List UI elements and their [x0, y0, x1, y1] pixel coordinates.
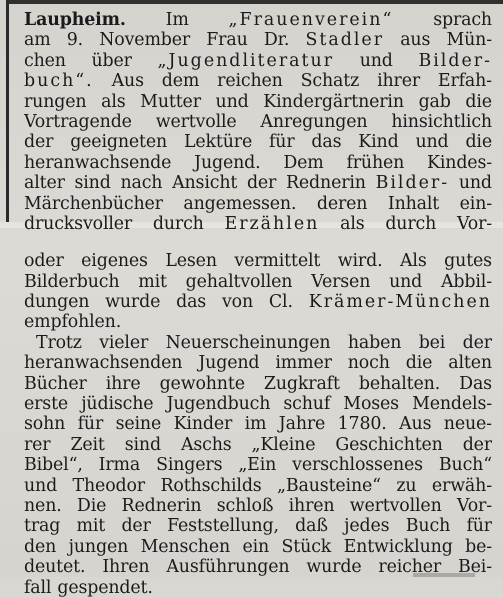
text-word: verschlossenes: [292, 455, 423, 476]
text-word: für: [268, 132, 295, 153]
text-line: [24, 30, 492, 50]
text-word: Bilder-: [418, 50, 492, 71]
text-word: hinsichtlich: [391, 111, 492, 132]
text-word: neue-: [443, 414, 492, 435]
text-word: buch“.: [24, 71, 94, 92]
text-word: aus: [400, 30, 431, 51]
text-word: Rednerin: [121, 495, 202, 516]
text-word: haben: [347, 332, 402, 353]
text-word: Geschichten: [335, 434, 443, 455]
text-word: die: [465, 132, 492, 153]
top-border-rule: [6, 0, 503, 4]
text-word: ihre: [105, 373, 141, 394]
text-word: oder: [24, 251, 64, 272]
text-word: und: [215, 91, 249, 112]
text-word: wertvollen: [349, 495, 442, 516]
text-word: durch: [152, 213, 204, 234]
text-word: Im: [165, 10, 189, 30]
text-word: der: [121, 516, 151, 537]
text-word: jüdische: [81, 394, 154, 415]
text-line: [24, 153, 492, 173]
text-word: Vor-: [456, 495, 492, 516]
text-word: Stück: [281, 536, 332, 557]
text-word: Versen: [311, 271, 371, 292]
text-word: Zugkraft: [263, 373, 340, 394]
text-line: [24, 394, 492, 414]
text-word: und: [359, 50, 393, 71]
text-word: Ihren: [102, 557, 150, 578]
text-line: [24, 92, 492, 112]
text-word: am: [24, 30, 51, 51]
text-word: Kinder: [173, 414, 233, 435]
text-word: Aschs: [180, 434, 232, 455]
text-word: Das: [459, 373, 492, 394]
text-line: [24, 112, 492, 132]
text-word: rungen: [24, 91, 87, 112]
text-word: ihrer: [377, 71, 420, 92]
text-word: dungen: [24, 292, 90, 313]
text-word: jungen: [68, 536, 129, 557]
text-word: gespendet.: [57, 577, 153, 598]
paragraph-1: [24, 10, 492, 234]
text-word: Cl.: [268, 292, 293, 313]
text-word: alter: [24, 173, 65, 194]
text-word: schloß: [216, 495, 274, 516]
text-word: gewohnte: [159, 373, 245, 394]
text-word: rer: [24, 434, 51, 455]
text-word: sind: [124, 434, 161, 455]
text-line: [24, 496, 492, 516]
text-word: Aus: [111, 71, 144, 92]
text-word: nach: [120, 173, 163, 194]
text-word: heranwachsenden: [24, 353, 183, 374]
text-word: Bücher: [24, 373, 87, 394]
text-word: Mutter: [140, 91, 201, 112]
text-line: [24, 414, 492, 434]
text-word: alten: [448, 353, 492, 374]
text-word: Entwicklung: [343, 536, 453, 557]
text-word: Mendels-: [412, 394, 492, 415]
text-word: Kind: [358, 132, 399, 153]
text-word: noch: [347, 353, 390, 374]
text-line: [24, 194, 492, 214]
dateline: Laupheim.: [24, 10, 126, 30]
text-word: und: [389, 271, 423, 292]
text-line: [24, 435, 492, 455]
text-word: Jugendbuch: [166, 394, 271, 415]
text-word: heranwachsende: [24, 152, 172, 173]
text-word: Rothschilds: [160, 475, 262, 496]
article-text: [24, 10, 492, 598]
text-word: die: [465, 91, 492, 112]
text-line: [24, 251, 492, 271]
text-line: [24, 537, 492, 557]
text-word: der: [462, 434, 492, 455]
text-word: Frau: [206, 30, 248, 51]
text-word: zu: [396, 475, 417, 496]
text-line: [24, 455, 492, 475]
text-word: bei: [418, 332, 446, 353]
text-line: [24, 292, 492, 312]
text-word: chen: [24, 50, 66, 71]
text-word: wird.: [337, 251, 383, 272]
text-word: deutet.: [24, 557, 86, 578]
text-word: reicher: [378, 557, 442, 578]
text-word: Dr.: [263, 30, 290, 51]
text-line: [24, 272, 492, 292]
text-word: „Jugendliteratur: [157, 50, 335, 71]
text-word: „Frauenverein“: [228, 10, 394, 30]
text-word: be-: [465, 536, 492, 557]
text-word: Anregungen: [260, 111, 368, 132]
text-word: geeigneten: [70, 132, 168, 153]
text-word: Rednerin: [285, 173, 366, 194]
text-word: Neuerscheinungen: [165, 332, 331, 353]
text-word: der: [462, 332, 492, 353]
text-word: immer: [275, 353, 332, 374]
paragraph-2: [24, 251, 492, 333]
text-line: [24, 173, 492, 193]
text-line: [24, 476, 492, 496]
text-word: Jahre: [278, 414, 326, 435]
text-word: Lesen: [165, 251, 217, 272]
text-word: Buch: [405, 516, 451, 537]
text-word: den: [24, 536, 57, 557]
text-word: Bilderbuch: [24, 271, 120, 292]
text-word: Aus: [399, 414, 432, 435]
text-word: Menschen: [140, 536, 231, 557]
paragraph-3: [24, 333, 492, 598]
text-word: 9.: [66, 30, 84, 51]
text-word: Buch“: [438, 455, 492, 476]
text-word: über: [91, 50, 132, 71]
text-line: [24, 132, 492, 152]
text-word: trag: [24, 516, 61, 537]
text-word: schuf: [283, 394, 331, 415]
text-word: gutes: [444, 251, 492, 272]
text-word: ihren: [288, 495, 335, 516]
text-word: angemessen.: [183, 193, 297, 214]
text-word: für: [466, 516, 492, 537]
text-line: [24, 374, 492, 394]
text-word: und: [24, 475, 58, 496]
seam-spacer: [24, 234, 492, 251]
text-word: Die: [76, 495, 107, 516]
text-word: Erfah-: [437, 71, 492, 92]
text-word: ein: [242, 536, 270, 557]
text-word: Feststellung,: [167, 516, 279, 537]
text-word: vieler: [99, 332, 149, 353]
text-word: „Kleine: [251, 434, 316, 455]
text-word: Trotz: [36, 332, 82, 353]
text-word: seine: [115, 414, 162, 435]
text-word: Dem: [283, 152, 324, 173]
text-word: sprach: [433, 10, 492, 30]
text-word: November: [99, 30, 191, 51]
text-word: Singers: [156, 455, 223, 476]
text-word: frühen: [346, 152, 405, 173]
text-word: gehaltvollen: [185, 271, 293, 292]
text-word: mit: [138, 271, 167, 292]
text-word: Märchenbücher: [24, 193, 163, 214]
text-word: der: [24, 132, 54, 153]
text-word: eigenes: [81, 251, 148, 272]
text-line: [24, 51, 492, 71]
text-word: Ausführungen: [166, 557, 290, 578]
text-word: durch: [385, 213, 437, 234]
text-line: [24, 312, 492, 332]
text-word: als: [340, 213, 365, 234]
text-word: gab: [418, 91, 451, 112]
text-word: Schatz: [300, 71, 360, 92]
text-line: [24, 516, 492, 536]
text-word: erste: [24, 394, 69, 415]
text-word: mit: [76, 516, 106, 537]
text-word: Irma: [98, 455, 141, 476]
text-word: vermittelt: [234, 251, 321, 272]
text-word: dem: [161, 71, 200, 92]
text-word: Bibel“,: [24, 455, 83, 476]
text-word: im: [244, 414, 267, 435]
text-word: der: [246, 173, 277, 194]
text-line: [24, 353, 492, 373]
text-word: Lektüre: [183, 132, 253, 153]
text-word: Bei-: [458, 557, 492, 578]
text-word: Inhalt: [387, 193, 440, 214]
text-word: Jugend.: [194, 152, 261, 173]
text-word: jedes: [344, 516, 390, 537]
text-word: behalten.: [358, 373, 441, 394]
text-word: Abbil-: [441, 271, 492, 292]
text-line: [24, 10, 492, 30]
text-word: das: [176, 292, 207, 313]
text-word: Bilder-: [375, 173, 450, 194]
text-line: [24, 214, 492, 234]
text-word: reichen: [217, 71, 283, 92]
text-word: „Bausteine“: [277, 475, 381, 496]
text-word: erwäh-: [431, 475, 492, 496]
text-word: Vortragende: [24, 111, 132, 132]
text-line: [24, 71, 492, 91]
text-word: Jugend: [198, 353, 260, 374]
text-line: [24, 333, 492, 353]
text-word: die: [405, 353, 433, 374]
text-word: Zeit: [70, 434, 105, 455]
text-word: Mün-: [446, 30, 492, 51]
text-word: Theodor: [72, 475, 145, 496]
text-word: Vor-: [456, 213, 492, 234]
text-word: von: [221, 292, 253, 313]
text-word: Ansicht: [172, 173, 238, 194]
text-word: wertvolle: [155, 111, 237, 132]
text-word: Krämer-München: [308, 292, 492, 313]
text-word: 1780.: [337, 414, 387, 435]
text-word: als: [101, 91, 126, 112]
text-word: und: [458, 173, 492, 194]
text-word: Als: [400, 251, 427, 272]
text-word: Erzählen: [224, 213, 320, 234]
text-word: deren: [316, 193, 368, 214]
text-word: für: [77, 414, 104, 435]
text-word: Kindergärtnerin: [263, 91, 404, 112]
clipping-edge-fragment: [413, 573, 475, 577]
text-word: ein-: [459, 193, 492, 214]
text-word: wurde: [105, 292, 161, 313]
text-word: sind: [74, 173, 111, 194]
text-word: wurde: [306, 557, 362, 578]
text-word: Moses: [343, 394, 399, 415]
text-word: empfohlen.: [24, 312, 122, 333]
text-word: das: [311, 132, 342, 153]
text-word: Stadler: [305, 30, 385, 51]
text-word: „Ein: [238, 455, 277, 476]
text-word: drucksvoller: [24, 213, 133, 234]
text-word: fall: [24, 577, 52, 598]
left-column-rule: [6, 0, 9, 222]
text-word: und: [415, 132, 449, 153]
text-word: daß: [295, 516, 328, 537]
text-line: [24, 578, 492, 598]
text-word: nen.: [24, 495, 62, 516]
text-word: Kindes-: [427, 152, 492, 173]
text-word: sohn: [24, 414, 66, 435]
